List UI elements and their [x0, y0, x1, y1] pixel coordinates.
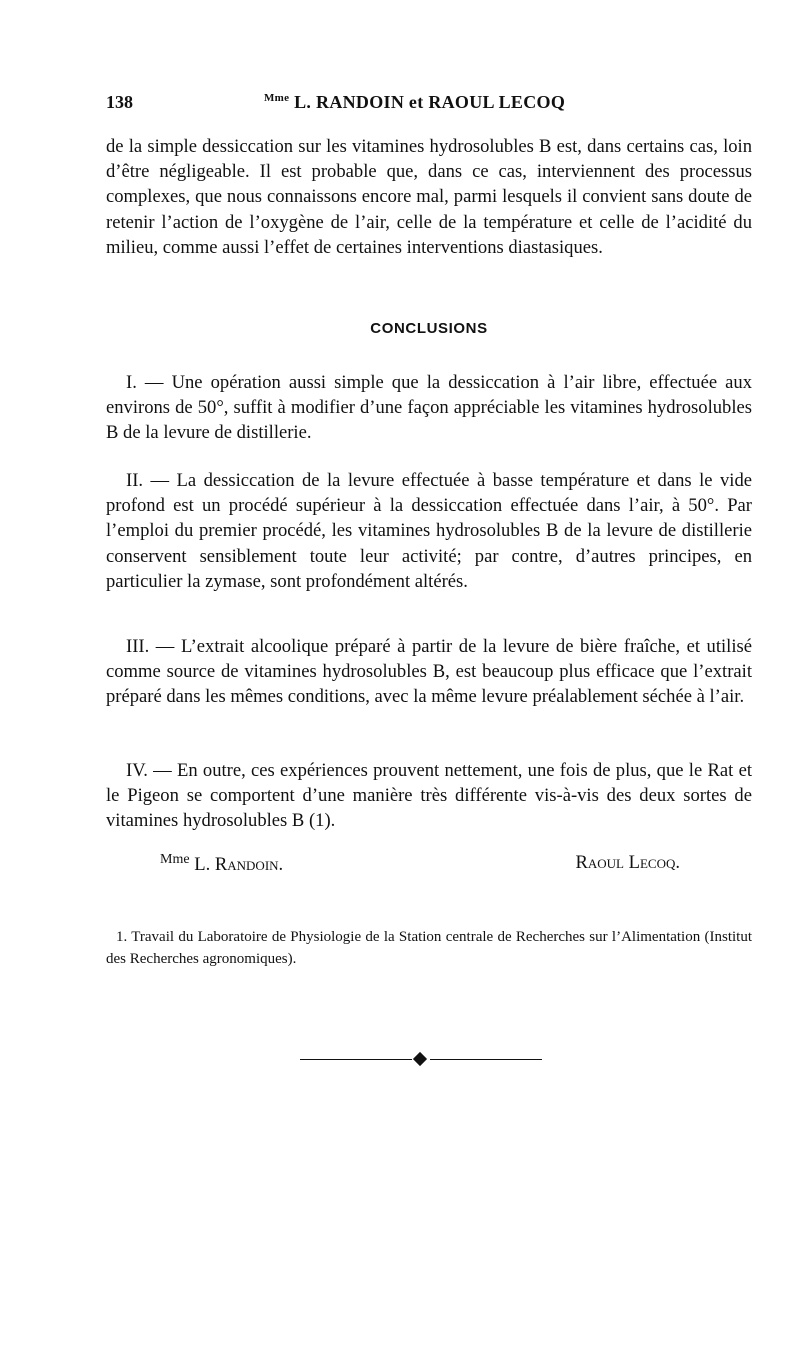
conclusion-4: IV. — En outre, ces expériences prouvent nettement, une fois de plus, que le Rat et le Pigeon se comportent d’une manière très différente vis-à-vis des deux sortes de vitamines hydrosolubles B (1). [106, 760, 752, 832]
running-head [264, 92, 565, 113]
end-ornament [300, 1052, 542, 1068]
conclusion-2: II. — La dessiccation de la levure effectuée à basse température et dans le vide profond est un procédé supérieur à la dessiccation effectuée dans l’air, à 50°. Par l’emploi du premier procédé, les vitamines hydrosolubles B de la levure de distillerie conservent sensiblement toute leur activité; par contre, d’autres principes, en particulier la zymase, sont profondément altérés. [106, 470, 752, 592]
ornament-rule-right [430, 1059, 542, 1060]
page-header [106, 92, 756, 116]
signature-name-left: L. Randoin. [189, 854, 284, 876]
footnote-text: 1. Travail du Laboratoire de Physiologie de la Station centrale de Recherches sur l’Alimentation (Institut des Recherches agronomiques). [106, 929, 752, 967]
author-title: Mme [264, 92, 290, 104]
ornament-rule-left [300, 1059, 412, 1060]
signature-lecoq: Raoul Lecoq. [575, 852, 680, 873]
diamond-ornament-icon [413, 1052, 427, 1066]
signatures [160, 852, 680, 880]
conclusion-1: I. — Une opération aussi simple que la dessiccation à l’air libre, effectuée aux environs de 50°, suffit à modifier d’une façon appréciable les vitamines hydrosolubles B de la levure de distillerie. [106, 372, 752, 444]
running-title: L. RANDOIN et RAOUL LECOQ [289, 92, 566, 112]
section-heading: CONCLUSIONS [370, 320, 488, 337]
footnote [106, 926, 752, 970]
page-number: 138 [106, 92, 133, 112]
intro-paragraph: de la simple dessiccation sur les vitamines hydrosolubles B est, dans certains cas, loin d’être négligeable. Il est probable que, dans ce cas, interviennent des processus complexes, que nous connaissons encore mal, parmi lesquels il convient sans doute de retenir l’action de l’oxygène de l’air, celle de la température et celle de l’acidité du milieu, comme aussi l’effet de certaines interventions diastasiques. [106, 136, 752, 258]
signature-title: Mme [160, 852, 190, 867]
signature-randoin [160, 852, 283, 876]
conclusion-3: III. — L’extrait alcoolique préparé à partir de la levure de bière fraîche, et utilisé comme source de vitamines hydrosolubles B, est beaucoup plus efficace que l’extrait préparé dans les mêmes conditions, avec la même levure préalablement séchée à l’air. [106, 636, 752, 708]
